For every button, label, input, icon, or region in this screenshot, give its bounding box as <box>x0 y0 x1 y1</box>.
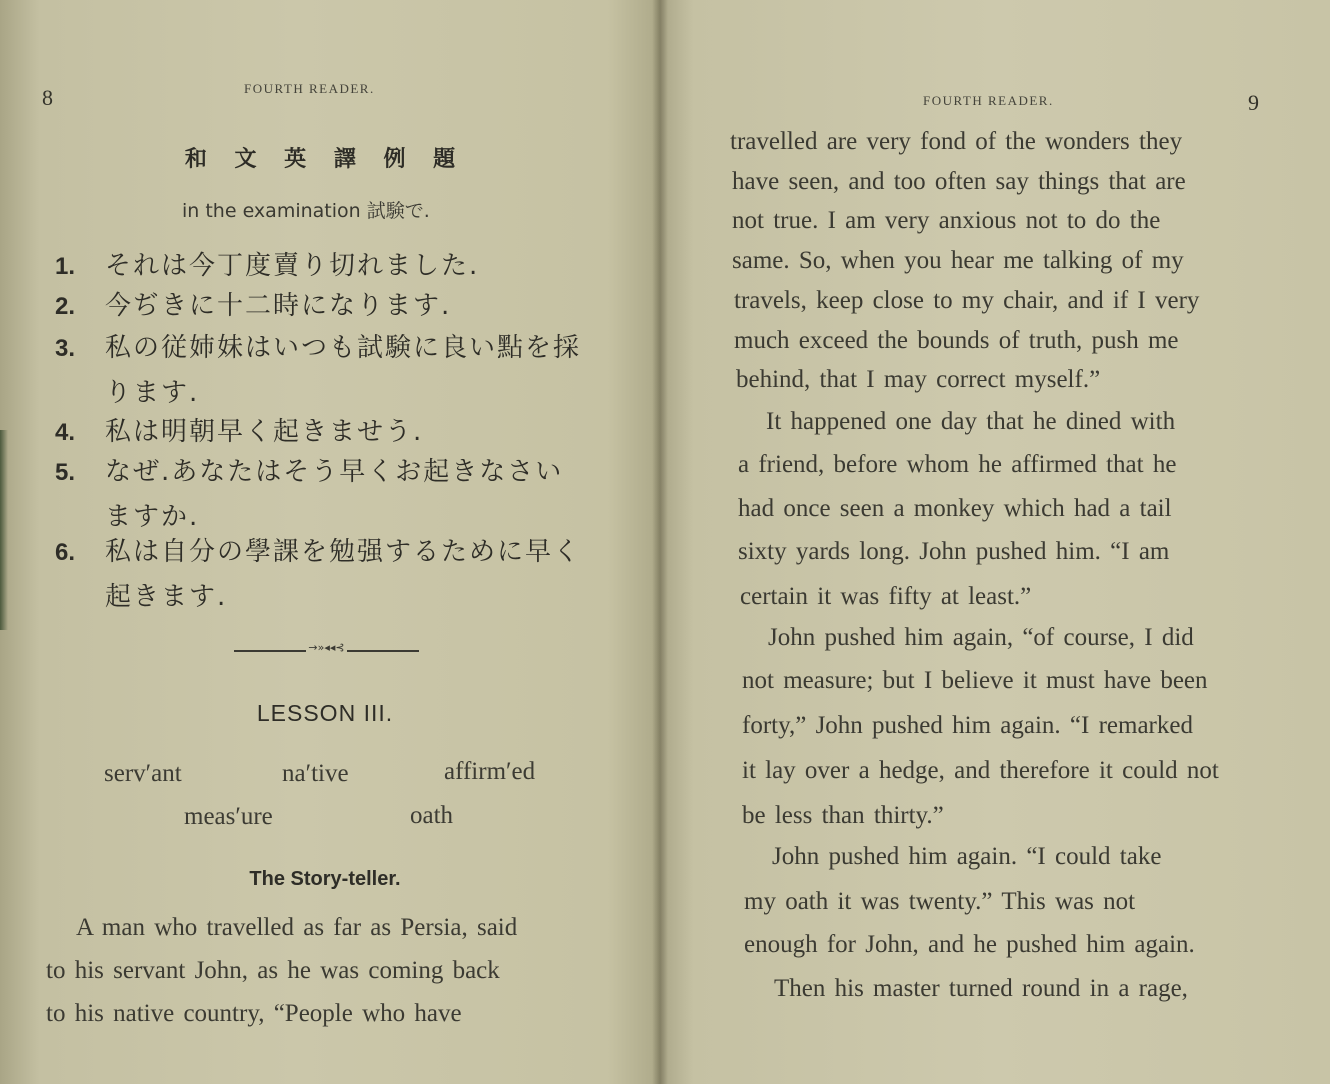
right-page <box>660 0 1330 1084</box>
exercise-text-continued: 起きます. <box>105 582 228 612</box>
exercise-number: 2. <box>55 293 76 320</box>
exercise-number: 5. <box>55 459 76 486</box>
exercise-text: それは今丁度賣り切れました. <box>105 251 480 281</box>
exercise-item <box>55 244 615 289</box>
exam-line: in the examination 試験で. <box>182 200 430 222</box>
text-line: forty,” John pushed him again. “I remarked <box>742 712 1193 739</box>
text-line: not true. I am very anxious not to do the <box>732 207 1161 234</box>
running-head-right: FOURTH READER. <box>923 93 1054 108</box>
exercise-item <box>55 326 615 415</box>
exercise-number: 6. <box>55 539 76 566</box>
vocab-word: affirm′ed <box>444 758 536 785</box>
exercise-item <box>55 410 615 455</box>
text-line: had once seen a monkey which had a tail <box>738 495 1172 522</box>
text-line: A man who travelled as far as Persia, said <box>76 914 518 941</box>
text-line: have seen, and too often say things that are <box>732 168 1186 195</box>
text-line: enough for John, and he pushed him again. <box>744 931 1195 958</box>
text-line: to his native country, “People who have <box>46 1000 462 1027</box>
text-line: John pushed him again. “I could take <box>772 843 1162 870</box>
exercise-number: 4. <box>55 419 76 446</box>
text-line: be less than thirty.” <box>742 802 944 829</box>
text-line: travelled are very fond of the wonders they <box>730 128 1183 155</box>
page-edge-shadow <box>0 430 8 630</box>
exercise-title: 和 文 英 譯 例 題 <box>184 147 466 172</box>
exercise-text-continued: ますか. <box>105 502 200 532</box>
exercise-text: 今ぢきに十二時になります. <box>105 291 452 321</box>
exercise-text: なぜ.あなたはそう早くお起きなさい <box>105 457 564 487</box>
text-line: it lay over a hedge, and therefore it could not <box>742 757 1219 784</box>
exercise-item <box>55 284 615 329</box>
text-line: a friend, before whom he affirmed that he <box>738 451 1177 478</box>
exercise-item <box>55 450 615 539</box>
text-line: to his servant John, as he was coming back <box>46 957 500 984</box>
section-divider-ornament <box>234 641 419 656</box>
text-line: certain it was fifty at least.” <box>740 583 1032 610</box>
exercise-text: 私の従姉妹はいつも試験に良い點を採 <box>105 333 582 363</box>
text-line: not measure; but I believe it must have been <box>742 667 1208 694</box>
text-line: Then his master turned round in a rage, <box>774 975 1188 1002</box>
lesson-heading: LESSON III. <box>256 700 394 726</box>
text-line: It happened one day that he dined with <box>766 408 1176 435</box>
left-page <box>0 0 660 1084</box>
exercise-number: 3. <box>55 335 76 362</box>
text-line: behind, that I may correct myself.” <box>736 366 1101 393</box>
text-line: same. So, when you hear me talking of my <box>732 247 1184 274</box>
exercise-text: 私は明朝早く起きませう. <box>105 417 424 447</box>
page-number-right: 9 <box>1248 90 1259 115</box>
vocab-word: na′tive <box>282 760 349 787</box>
exercise-item <box>55 530 615 619</box>
ornament-glyph: →»◂◂⊰ <box>308 641 345 654</box>
vocab-word: serv′ant <box>104 760 182 787</box>
vocab-word: meas′ure <box>184 803 273 830</box>
text-line: John pushed him again, “of course, I did <box>768 624 1194 651</box>
book-gutter <box>652 0 668 1084</box>
text-line: much exceed the bounds of truth, push me <box>734 327 1179 354</box>
page-number-left: 8 <box>42 85 53 110</box>
vocab-word: oath <box>410 802 454 829</box>
exercise-text-continued: ります. <box>105 378 200 408</box>
text-line: my oath it was twenty.” This was not <box>744 888 1136 915</box>
running-head-left: FOURTH READER. <box>244 81 375 96</box>
text-line: sixty yards long. John pushed him. “I am <box>738 538 1170 565</box>
text-line: travels, keep close to my chair, and if I very <box>734 287 1200 314</box>
story-title: The Story-teller. <box>249 868 401 890</box>
exercise-number: 1. <box>55 253 76 280</box>
exercise-text: 私は自分の學課を勉强するために早く <box>105 537 582 567</box>
